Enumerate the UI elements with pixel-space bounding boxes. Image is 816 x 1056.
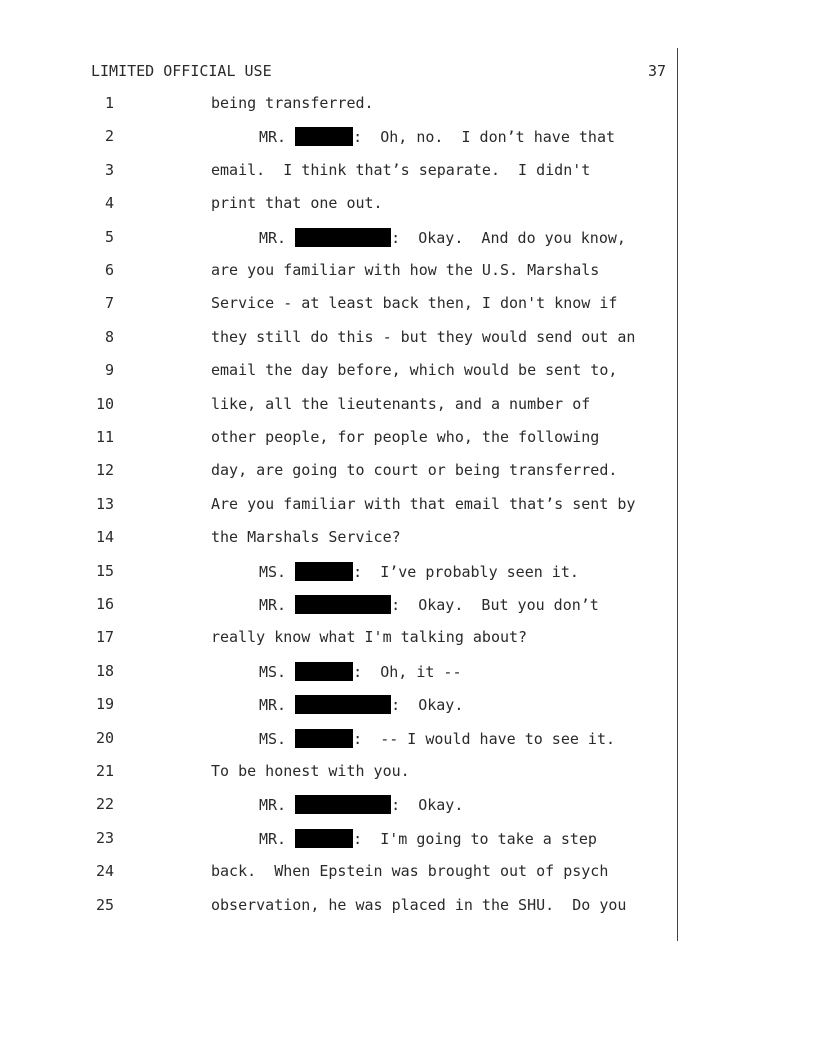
speech-text: Oh, it --: [380, 662, 462, 681]
transcript-line: [0, 94, 816, 116]
transcript-line: [0, 595, 816, 617]
line-text: Service - at least back then, I don't know if: [211, 294, 618, 313]
line-text: are you familiar with how the U.S. Marshals: [211, 261, 600, 279]
speech-text: Okay.: [418, 796, 464, 815]
line-text: the Marshals Service?: [211, 528, 401, 547]
line-number: 7: [104, 294, 114, 313]
transcript-line: [0, 461, 816, 483]
transcript-line: [0, 194, 816, 216]
line-number: 2: [104, 127, 114, 146]
transcript-line: [0, 428, 816, 450]
line-text: print that one out.: [211, 194, 383, 213]
line-number: 16: [95, 595, 114, 613]
line-text: they still do this - but they would send out an: [211, 327, 636, 346]
line-number: 21: [95, 762, 114, 780]
speaker-line: MS. : I’ve probably seen it.: [259, 562, 579, 581]
speaker-line: MS. : -- I would have to see it.: [259, 729, 616, 748]
redaction-box: [295, 228, 391, 247]
transcript-line: [0, 161, 816, 183]
line-text: day, are going to court or being transferred.: [211, 461, 618, 480]
line-number: 20: [95, 728, 114, 747]
redaction-box: [295, 829, 353, 848]
transcript-line: [0, 228, 816, 250]
header-classification: LIMITED OFFICIAL USE: [91, 62, 272, 80]
speaker-title: MR.: [259, 596, 287, 614]
transcript-line: [0, 528, 816, 550]
transcript-line: [0, 729, 816, 751]
speaker-title: MR.: [259, 829, 287, 848]
redaction-box: [295, 127, 353, 146]
line-number: 6: [104, 261, 114, 279]
line-text: email. I think that’s separate. I didn't: [211, 160, 591, 179]
speech-text: I'm going to take a step: [380, 829, 597, 848]
speech-text: Okay. But you don’t: [418, 596, 599, 614]
speaker-line: MR. : Okay.: [259, 796, 464, 815]
speaker-line: MR. : Oh, no. I don’t have that: [259, 128, 616, 147]
transcript-line: [0, 495, 816, 517]
redaction-box: [295, 595, 391, 614]
transcript-line: [0, 562, 816, 584]
line-text: email the day before, which would be sent to,: [211, 361, 618, 380]
transcript-line: [0, 628, 816, 650]
transcript-line: [0, 762, 816, 784]
line-number: 22: [95, 795, 114, 814]
transcript-line: [0, 127, 816, 149]
line-number: 3: [104, 160, 114, 179]
line-text: really know what I'm talking about?: [211, 628, 528, 647]
line-number: 9: [104, 361, 114, 380]
transcript-line: [0, 695, 816, 717]
line-number: 13: [95, 494, 114, 513]
line-text: being transferred.: [211, 94, 374, 112]
speaker-line: MR. : I'm going to take a step: [259, 829, 597, 848]
line-number: 25: [95, 895, 114, 914]
speaker-title: MS.: [259, 562, 287, 581]
speech-text: -- I would have to see it.: [380, 729, 616, 748]
speaker-line: MR. : Okay. And do you know,: [259, 228, 626, 247]
line-number: 17: [95, 628, 114, 647]
speech-text: Okay. And do you know,: [418, 228, 626, 247]
transcript-line: [0, 294, 816, 316]
transcript-line: [0, 395, 816, 417]
transcript-line: [0, 361, 816, 383]
redaction-box: [295, 729, 353, 748]
page-number: 37: [647, 62, 666, 80]
line-number: 8: [104, 327, 114, 346]
transcript-line: [0, 328, 816, 350]
speaker-line: MR. : Okay.: [259, 696, 464, 715]
speaker-title: MR.: [259, 796, 287, 815]
line-text: To be honest with you.: [211, 762, 410, 780]
line-number: 5: [104, 227, 114, 246]
speech-text: Okay.: [418, 696, 464, 715]
line-number: 14: [95, 528, 114, 547]
speaker-title: MR.: [259, 228, 287, 247]
line-text: observation, he was placed in the SHU. Do you: [211, 895, 627, 914]
line-number: 24: [95, 862, 114, 881]
redaction-box: [295, 662, 353, 681]
line-number: 4: [104, 194, 114, 213]
redaction-box: [295, 795, 391, 814]
speech-text: Oh, no. I don’t have that: [380, 128, 616, 147]
line-number: 19: [95, 695, 114, 714]
line-number: 1: [104, 94, 114, 112]
line-text: like, all the lieutenants, and a number of: [211, 394, 591, 413]
speech-text: I’ve probably seen it.: [380, 562, 579, 581]
transcript-line: [0, 896, 816, 918]
line-text: back. When Epstein was brought out of psych: [211, 862, 609, 881]
speaker-title: MR.: [259, 128, 287, 147]
redaction-box: [295, 695, 391, 714]
transcript-line: [0, 795, 816, 817]
line-number: 18: [95, 661, 114, 680]
transcript-line: [0, 261, 816, 283]
transcript-line: [0, 662, 816, 684]
speaker-title: MR.: [259, 696, 287, 715]
line-number: 15: [95, 561, 114, 580]
line-number: 23: [95, 828, 114, 847]
transcript-line: [0, 829, 816, 851]
speaker-line: MS. : Oh, it --: [259, 662, 462, 681]
line-number: 12: [95, 461, 114, 480]
speaker-title: MS.: [259, 729, 287, 748]
redaction-box: [295, 562, 353, 581]
speaker-line: MR. : Okay. But you don’t: [259, 596, 599, 614]
line-text: Are you familiar with that email that’s sent by: [211, 494, 636, 513]
line-text: other people, for people who, the following: [211, 428, 600, 446]
speaker-title: MS.: [259, 662, 287, 681]
line-number: 10: [95, 394, 114, 413]
line-number: 11: [95, 428, 114, 446]
transcript-line: [0, 862, 816, 884]
